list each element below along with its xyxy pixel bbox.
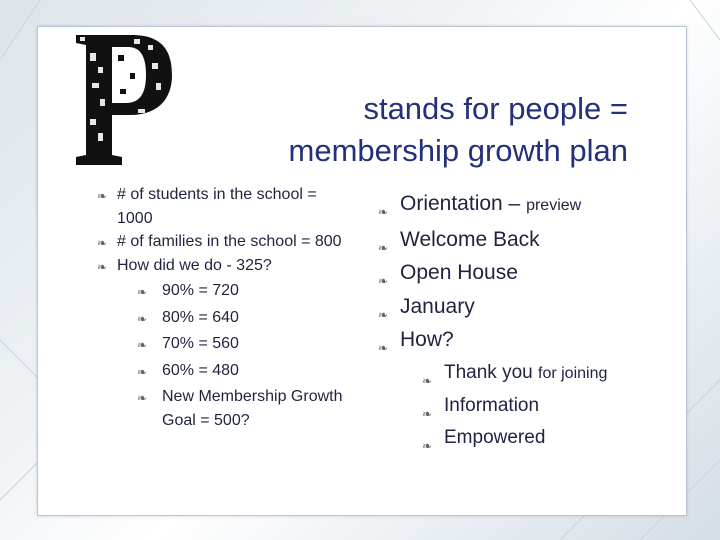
- title-line-1: stands for people =: [363, 91, 628, 126]
- feather-bullet-icon: ❧: [378, 240, 389, 255]
- list-item: ❧ Welcome Back: [378, 223, 678, 257]
- feather-bullet-icon: ❧: [97, 189, 108, 203]
- right-bullet-list: [378, 187, 678, 454]
- feather-bullet-icon: ❧: [137, 338, 148, 352]
- sub-list-item: ❧ Empowered: [422, 422, 678, 454]
- list-item: ❧ How did we do - 325? ❧ 90% = 720 ❧ 80% = 640 ❧ 70% = 560 ❧ 60% = 480 ❧ New Membership Growth Goal = 500?: [97, 254, 355, 433]
- slide-title: [208, 88, 628, 172]
- sub-list-item: ❧ 80% = 640: [137, 306, 355, 330]
- list-item: ❧ January: [378, 290, 678, 324]
- feather-bullet-icon: ❧: [137, 311, 148, 326]
- sub-list-item: ❧ Information: [422, 390, 678, 422]
- list-item: ❧ Open House: [378, 256, 678, 290]
- title-line-2: membership growth plan: [288, 133, 628, 168]
- feather-bullet-icon: ❧: [97, 259, 108, 274]
- letter-p-collage-logo: [72, 33, 176, 167]
- feather-bullet-icon: ❧: [378, 205, 389, 219]
- feather-bullet-icon: ❧: [137, 364, 148, 379]
- feather-bullet-icon: ❧: [422, 373, 433, 388]
- list-item: ❧ Orientation – preview: [378, 187, 678, 223]
- sub-list-item: ❧ Thank you for joining: [422, 357, 678, 390]
- feather-bullet-icon: ❧: [378, 307, 389, 322]
- feather-bullet-icon: ❧: [137, 391, 148, 405]
- feather-bullet-icon: ❧: [137, 285, 148, 299]
- left-sub-list: [137, 279, 355, 432]
- right-sub-list: [422, 357, 678, 454]
- feather-bullet-icon: ❧: [422, 438, 433, 453]
- feather-bullet-icon: ❧: [378, 341, 389, 355]
- list-item: ❧ # of students in the school = 1000: [97, 186, 317, 227]
- feather-bullet-icon: ❧: [378, 274, 389, 288]
- sub-list-item: ❧ 60% = 480: [137, 359, 355, 383]
- feather-bullet-icon: ❧: [97, 236, 108, 250]
- sub-list-item: ❧ New Membership Growth Goal = 500?: [137, 388, 343, 429]
- left-bullet-list: [97, 183, 355, 435]
- feather-bullet-icon: ❧: [422, 406, 433, 421]
- list-item: ❧ How? ❧ Thank you for joining ❧ Information ❧ Empowered: [378, 323, 678, 454]
- sub-list-item: ❧ 90% = 720: [137, 279, 355, 303]
- sub-list-item: ❧ 70% = 560: [137, 332, 355, 356]
- list-item: ❧ # of families in the school = 800: [97, 230, 355, 254]
